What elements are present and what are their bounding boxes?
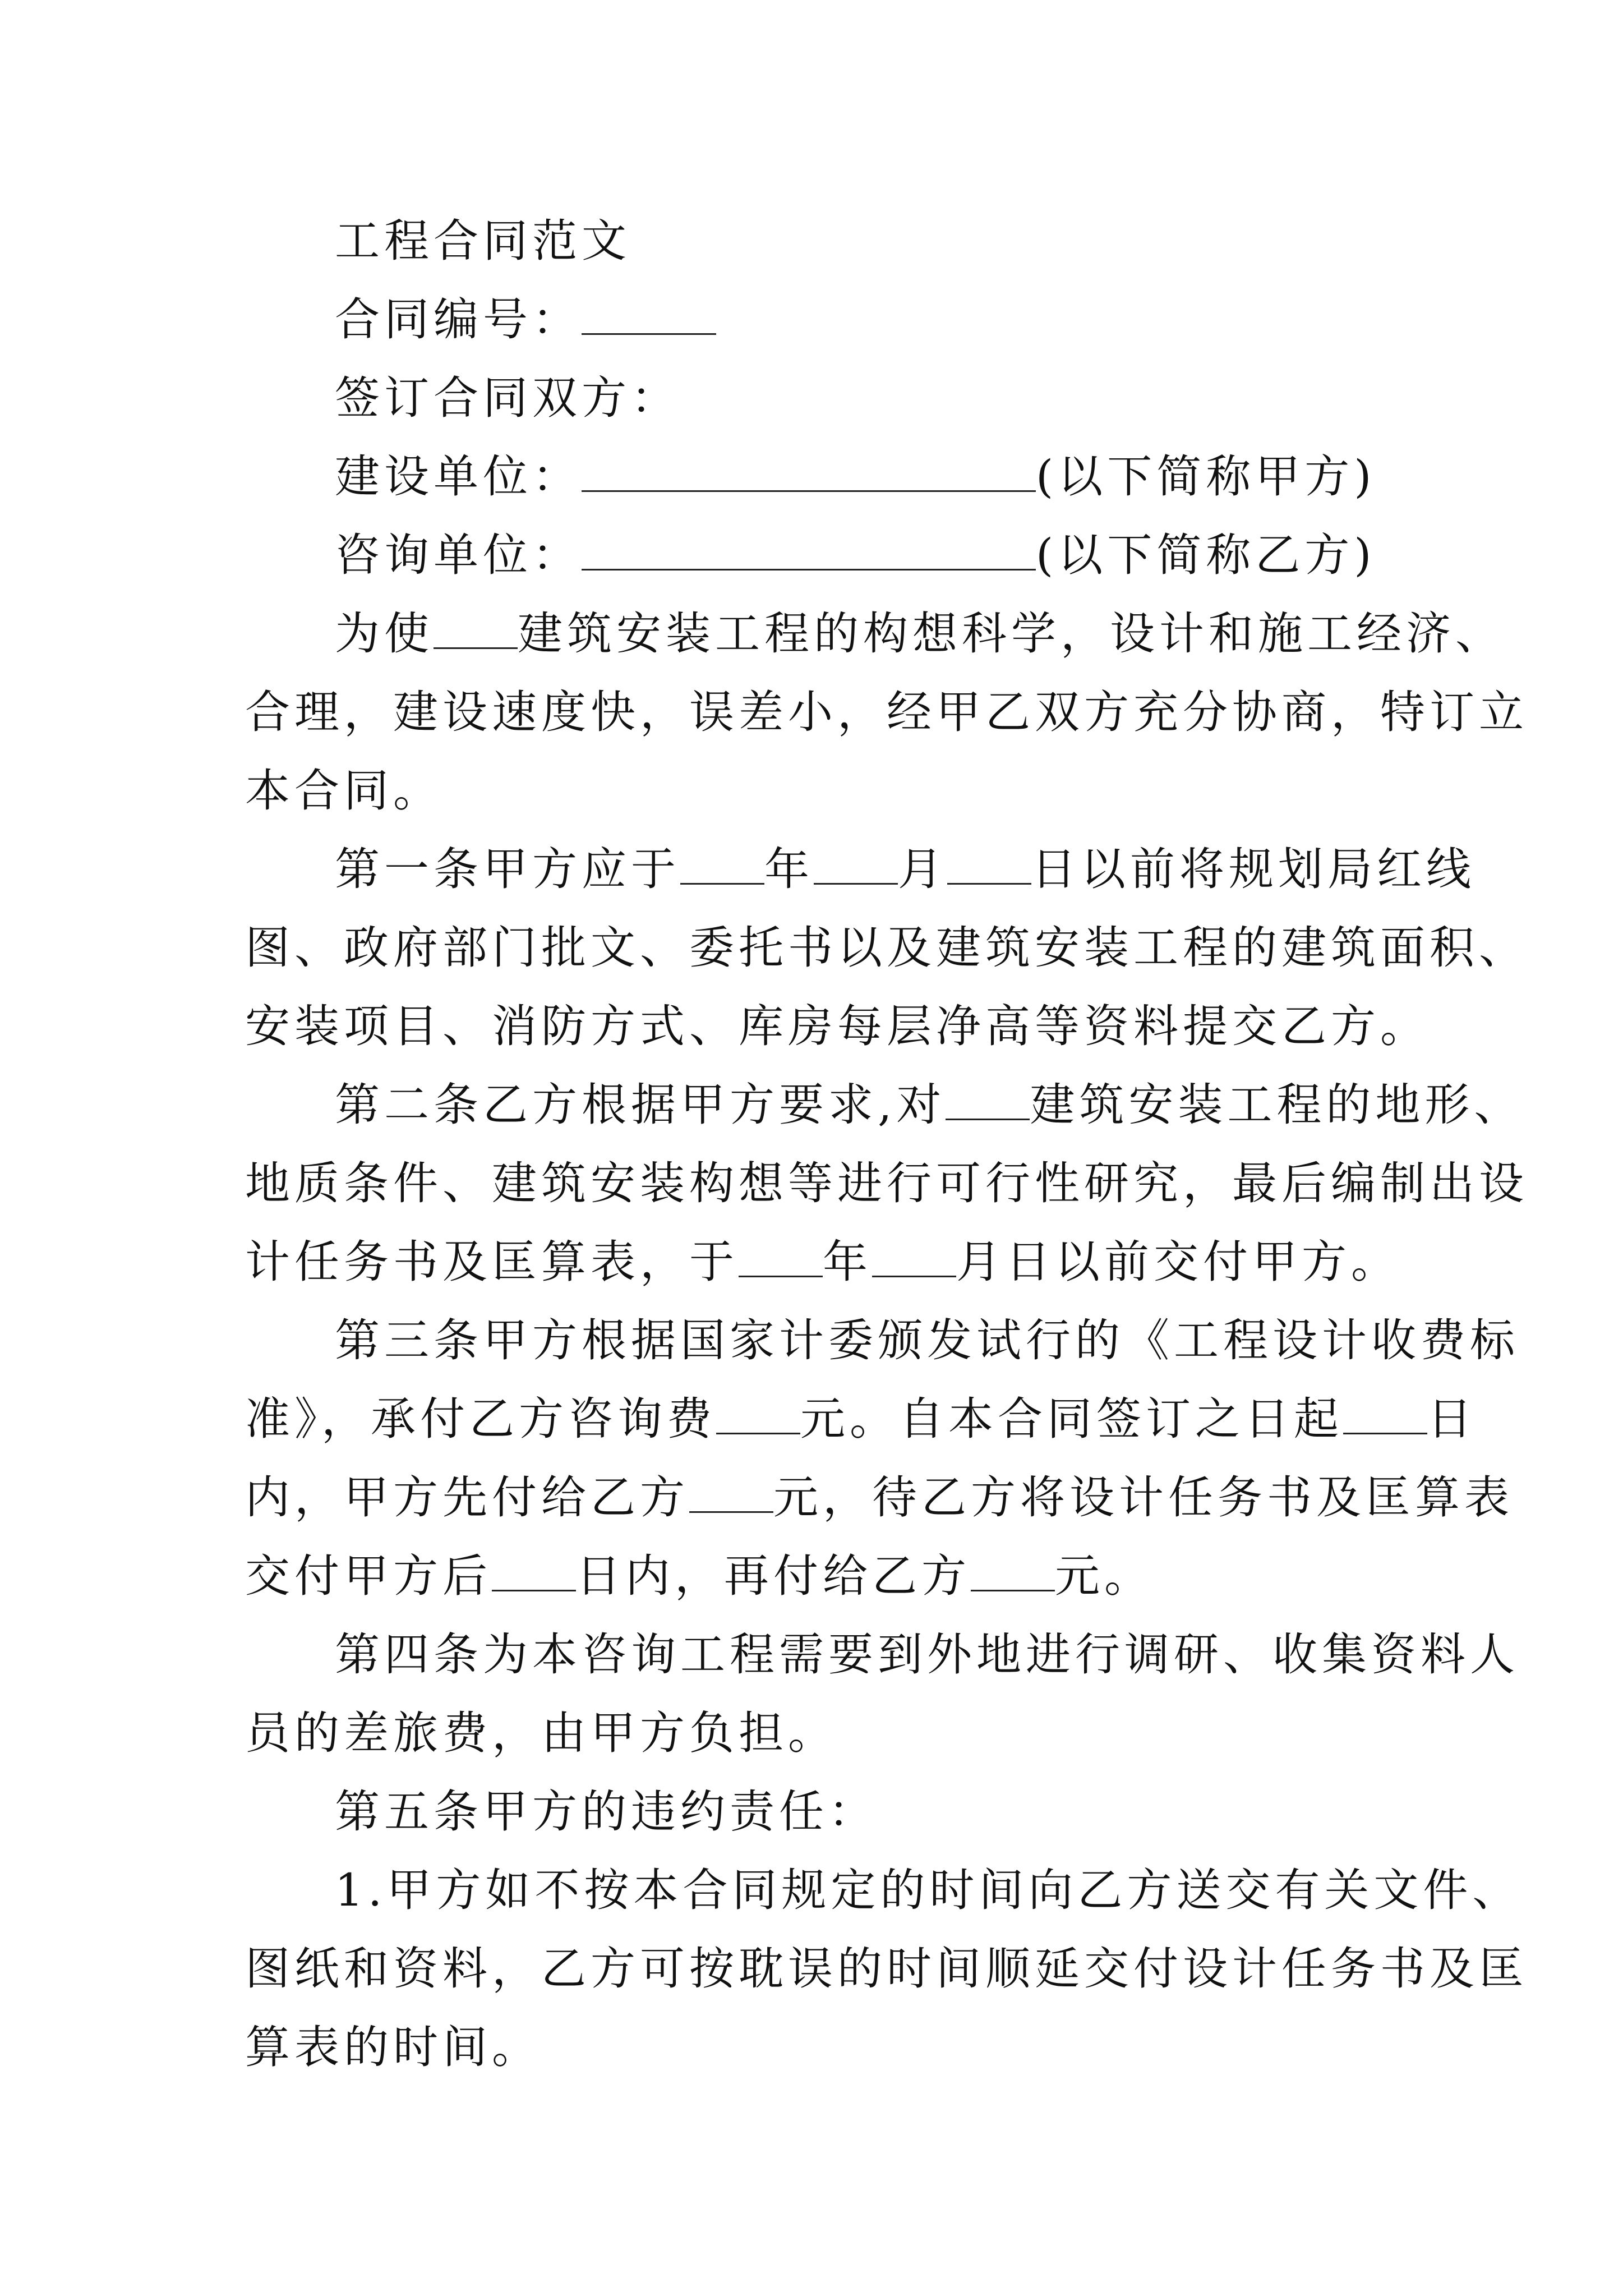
article-text: 月 — [898, 843, 947, 895]
amount-blank — [971, 1550, 1055, 1591]
preamble-text: 本合同。 — [245, 765, 442, 817]
contract-number-blank — [582, 294, 716, 335]
party-a-suffix: (以下简称甲方) — [1036, 450, 1376, 503]
article-text: 第一条甲方应于 — [335, 843, 680, 895]
contract-number-line — [245, 280, 1389, 359]
amount-blank — [689, 1472, 773, 1513]
article-5-heading — [245, 1773, 1389, 1851]
article-3-line-2 — [245, 1380, 1477, 1458]
article-text: 第三条甲方根据国家计委颁发试行的《工程设计收费标 — [335, 1314, 1519, 1366]
article-text: 第四条为本咨询工程需要到外地进行调研、收集资料人 — [335, 1628, 1519, 1681]
party-a-label: 建设单位： — [335, 450, 582, 503]
article-text: 元。自本合同签订之日起 — [800, 1393, 1343, 1445]
title-text: 工程合同范文 — [335, 215, 631, 267]
days-blank — [492, 1550, 576, 1591]
preamble-line-1 — [245, 595, 1505, 673]
article-4-line-1 — [245, 1616, 1519, 1694]
project-name-blank — [946, 1079, 1030, 1120]
month-blank — [814, 844, 898, 885]
article-3-line-4 — [245, 1537, 1389, 1616]
article-3-line-3 — [245, 1458, 1514, 1537]
article-text: 交付甲方后 — [245, 1550, 492, 1602]
month-blank — [872, 1236, 956, 1277]
article-text: 日 — [1427, 1393, 1477, 1445]
article-text: 地质条件、建筑安装构想等进行可行性研究，最后编制出设 — [245, 1157, 1528, 1209]
article-4-line-2 — [245, 1694, 1389, 1773]
article-text: 员的差旅费，由甲方负担。 — [245, 1707, 837, 1759]
preamble-text: 合理，建设速度快，误差小，经甲乙双方充分协商，特订立 — [245, 686, 1528, 738]
article-2-line-3 — [245, 1223, 1400, 1301]
article-2-line-2 — [245, 1144, 1528, 1223]
article-5-item-1-line-3 — [245, 2008, 1389, 2087]
party-a-blank — [582, 451, 1036, 492]
year-blank — [739, 1236, 823, 1277]
article-1-line-3 — [245, 987, 1430, 1066]
article-text: 内，甲方先付给乙方 — [245, 1471, 689, 1524]
article-text: 1.甲方如不按本合同规定的时间向乙方送交有关文件、 — [335, 1864, 1522, 1916]
preamble-text: 建筑安装工程的构想科学，设计和施工经济、 — [518, 608, 1505, 660]
party-a-line — [245, 438, 1389, 516]
article-text: 图纸和资料，乙方可按耽误的时间顺延交付设计任务书及匡 — [245, 1943, 1528, 1995]
article-text: 元，待乙方将设计任务书及匡算表 — [773, 1471, 1514, 1524]
party-b-suffix: (以下简称乙方) — [1036, 529, 1376, 581]
article-text: 年 — [764, 843, 814, 895]
preamble-text: 为使 — [335, 608, 434, 660]
preamble-line-3 — [245, 752, 1389, 830]
article-text: 计任务书及匡算表，于 — [245, 1236, 739, 1288]
article-1-line-1 — [245, 830, 1476, 909]
parties-line — [245, 359, 1389, 438]
party-b-label: 咨询单位： — [335, 529, 582, 581]
project-name-blank — [434, 608, 518, 649]
article-text: 元。 — [1055, 1550, 1154, 1602]
contract-body — [245, 202, 1528, 2087]
document-title — [245, 202, 1389, 280]
article-text: 日内，再付给乙方 — [576, 1550, 971, 1602]
preamble-line-2 — [245, 673, 1528, 752]
article-text: 月日以前交付甲方。 — [956, 1236, 1400, 1288]
article-2-line-1 — [245, 1066, 1524, 1144]
article-1-line-2 — [245, 909, 1528, 987]
article-text: 准》，承付乙方咨询费 — [245, 1393, 716, 1445]
contract-number-label: 合同编号： — [335, 293, 582, 346]
article-5-item-1-line-2 — [245, 1930, 1528, 2008]
article-text: 第五条甲方的违约责任： — [335, 1786, 878, 1838]
article-text: 第二条乙方根据甲方要求,对 — [335, 1079, 946, 1131]
article-3-line-1 — [245, 1301, 1519, 1380]
parties-label: 签订合同双方： — [335, 372, 680, 424]
article-5-item-1-line-1 — [245, 1851, 1522, 1930]
article-text: 年 — [823, 1236, 872, 1288]
year-blank — [680, 844, 764, 885]
article-text: 建筑安装工程的地形、 — [1030, 1079, 1524, 1131]
fee-blank — [716, 1393, 800, 1434]
party-b-line — [245, 516, 1389, 595]
article-text: 算表的时间。 — [245, 2021, 541, 2073]
article-text: 安装项目、消防方式、库房每层净高等资料提交乙方。 — [245, 1000, 1430, 1052]
article-text: 日以前将规划局红线 — [1031, 843, 1476, 895]
days-blank — [1343, 1393, 1427, 1434]
day-blank — [947, 844, 1031, 885]
article-text: 图、政府部门批文、委托书以及建筑安装工程的建筑面积、 — [245, 922, 1528, 974]
party-b-blank — [582, 530, 1036, 570]
